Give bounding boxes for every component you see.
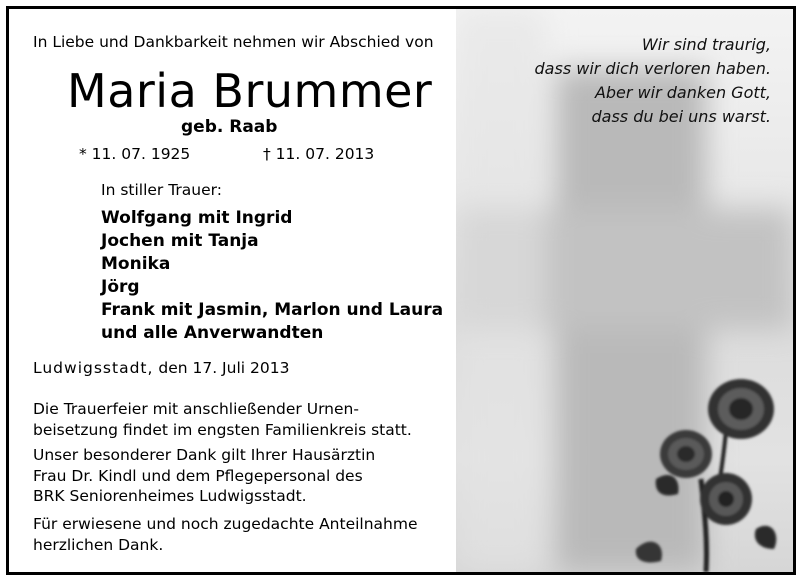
mourner-item: Jochen mit Tanja [101, 231, 259, 251]
funeral-paragraph: Die Trauerfeier mit anschließender Urnen- beisetzung findet im engsten Familienkreis statt. [33, 400, 412, 439]
cross-roses-photo [456, 9, 793, 572]
dateline-date: den 17. Juli 2013 [158, 359, 290, 377]
obituary-notice [6, 6, 796, 575]
mourner-item: Wolfgang mit Ingrid [101, 208, 293, 228]
thanks-paragraph: Unser besonderer Dank gilt Ihrer Hausärztin Frau Dr. Kindl und dem Pflegepersonal des BRK Seniorenheimes Ludwigsstadt. [33, 446, 376, 505]
poem-line: dass du bei uns warst. [591, 107, 771, 126]
mourner-item: Monika [101, 254, 171, 274]
poem-line: dass wir dich verloren haben. [534, 59, 771, 78]
dateline-place: Ludwigsstadt, [33, 359, 154, 377]
poem [535, 33, 771, 129]
birth-date: * 11. 07. 1925 [79, 145, 191, 163]
dateline [33, 359, 289, 377]
mourners-list [101, 207, 443, 345]
mourner-item: Jörg [101, 277, 140, 297]
poem-line: Wir sind traurig, [641, 35, 771, 54]
poem-line: Aber wir danken Gott, [594, 83, 771, 102]
death-date: † 11. 07. 2013 [263, 145, 375, 163]
intro-text: In Liebe und Dankbarkeit nehmen wir Abschied von [33, 33, 434, 51]
maiden-name: geb. Raab [181, 117, 278, 137]
mourner-item: und alle Anverwandten [101, 323, 324, 343]
mourners-intro: In stiller Trauer: [101, 181, 222, 199]
deceased-name: Maria Brummer [67, 64, 433, 118]
closing-paragraph: Für erwiesene und noch zugedachte Anteilnahme herzlichen Dank. [33, 515, 418, 554]
mourner-item: Frank mit Jasmin, Marlon und Laura [101, 300, 444, 320]
